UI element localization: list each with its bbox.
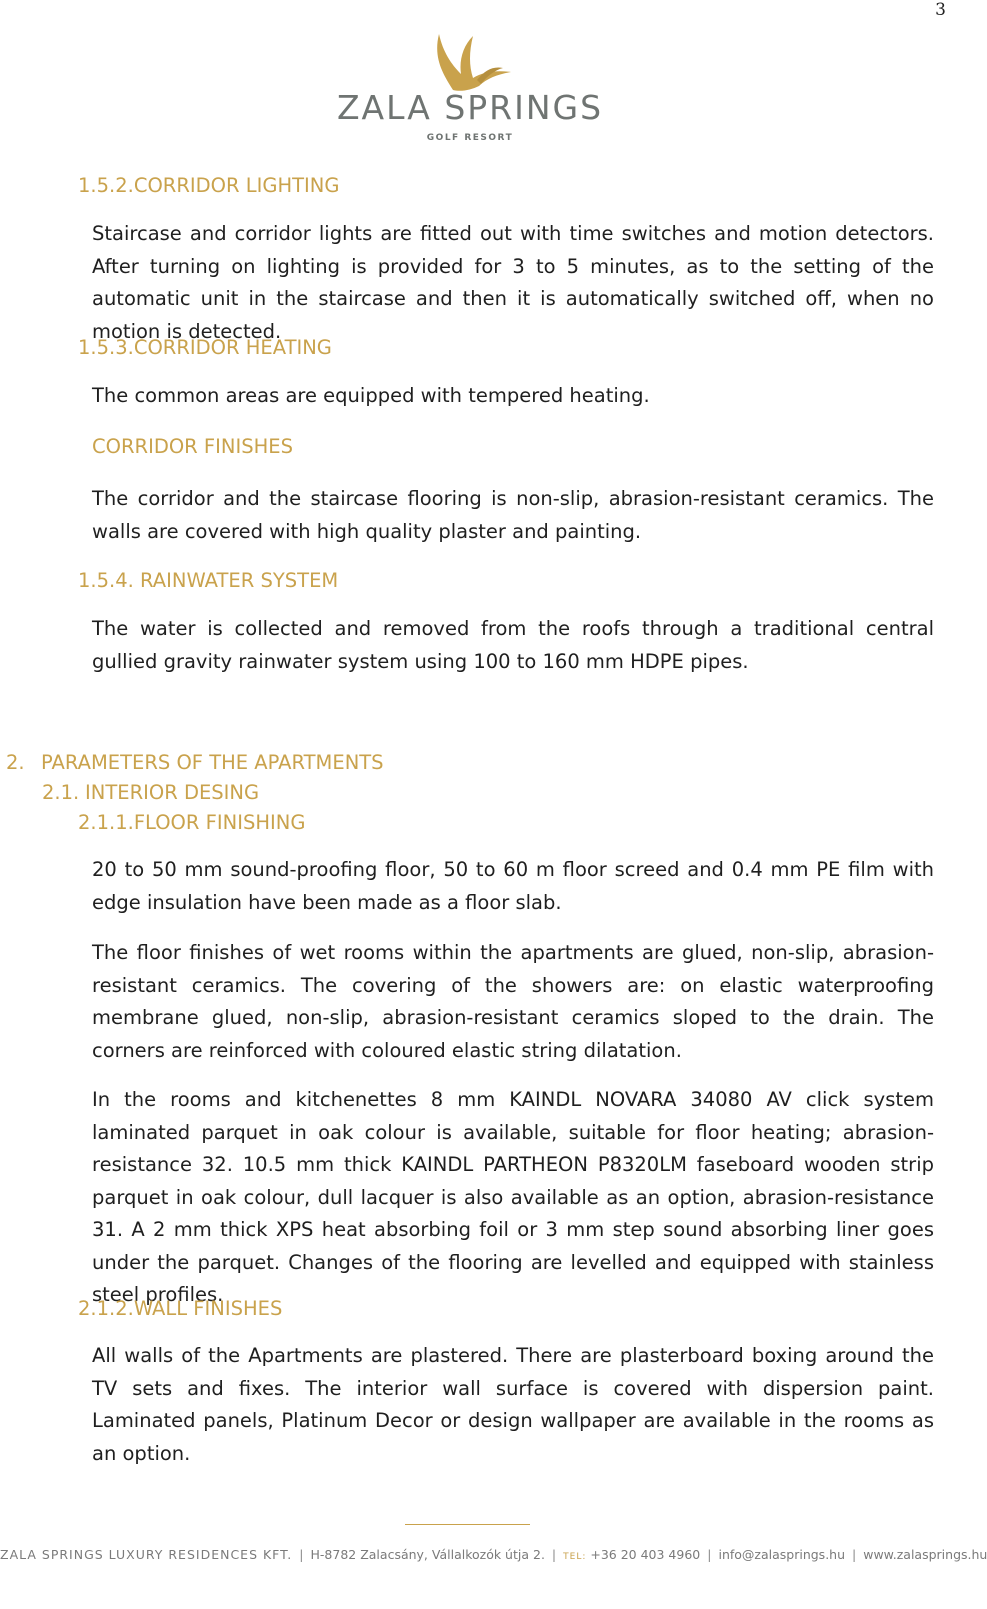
paragraph-wet-rooms: The floor finishes of wet rooms within the apartments are glued, non-slip, abrasion-resistant ceramics. The covering of the showers are: on elastic waterproofing membrane glued, non-slip, abrasion-resistant ceramics sloped to the drain. The corners are reinforced with coloured elastic string dilatation.: [92, 941, 934, 1062]
heading-rainwater-system: [78, 569, 338, 592]
paragraph-floor-slab: 20 to 50 mm sound-proofing floor, 50 to 60 m floor screed and 0.4 mm PE film with edge insulation have been made as a floor slab.: [92, 858, 934, 914]
section-number: 2.1.2.: [78, 1297, 134, 1320]
section-title: CORRIDOR LIGHTING: [133, 174, 340, 197]
footer-address: H-8782 Zalacsány, Vállalkozók útja 2.: [310, 1547, 545, 1562]
paragraph-rainwater-system: The water is collected and removed from the roofs through a traditional central gullied gravity rainwater system using 100 to 160 mm HDPE pipes.: [92, 617, 934, 673]
logo-wordmark: ZALA SPRINGS: [336, 88, 604, 127]
logo-subtitle: GOLF RESORT: [426, 133, 514, 143]
section-number: 2.1.1.: [78, 811, 134, 834]
heading-interior-design: [42, 781, 259, 804]
heading-corridor-heating: [78, 336, 332, 359]
heading-floor-finishing: [78, 811, 305, 834]
footer-email-link[interactable]: info@zalasprings.hu: [718, 1547, 846, 1562]
footer-tel-label: TEL:: [563, 1552, 587, 1562]
section-number: 1.5.2.: [78, 174, 134, 197]
paragraph-corridor-lighting: Staircase and corridor lights are fitted out with time switches and motion detectors. After turning on lighting is provided for 3 to 5 minutes, as to the setting of the automatic unit in the staircase and then it is automatically switched off, when no motion is detected.: [92, 222, 934, 343]
section-number: 2.: [6, 751, 25, 774]
footer-separator: |: [852, 1547, 857, 1562]
section-title: RAINWATER SYSTEM: [140, 569, 339, 592]
paragraph-wall-finishes: All walls of the Apartments are plastered. There are plasterboard boxing around the TV sets and fixes. The interior wall surface is covered with dispersion paint. Laminated panels, Platinum Decor or design wallpaper are available in the rooms as an option.: [92, 1344, 934, 1465]
footer-separator: |: [299, 1547, 304, 1562]
section-title: WALL FINISHES: [133, 1297, 283, 1320]
heading-corridor-lighting: [78, 174, 340, 197]
footer-website-link[interactable]: www.zalasprings.hu: [863, 1547, 987, 1562]
page-number: 3: [935, 0, 946, 20]
heading-wall-finishes: [78, 1297, 282, 1320]
paragraph-corridor-finishes: The corridor and the staircase flooring is non-slip, abrasion-resistant ceramics. The walls are covered with high quality plaster and painting.: [92, 487, 934, 543]
zala-springs-logo: [335, 30, 605, 146]
section-number: 1.5.4.: [78, 569, 134, 592]
section-title: CORRIDOR HEATING: [133, 336, 332, 359]
section-number: 2.1.: [42, 781, 80, 804]
section-title: INTERIOR DESING: [85, 781, 260, 804]
footer-separator: |: [707, 1547, 712, 1562]
paragraph-parquet: In the rooms and kitchenettes 8 mm KAINDL NOVARA 34080 AV click system laminated parquet in oak colour is available, suitable for floor heating; abrasion-resistance 32. 10.5 mm thick KAINDL PARTHEON P8320LM faseboard wooden strip parquet in oak colour, dull lacquer is also available as an option, abrasion-resistance 31. A 2 mm thick XPS heat absorbing foil or 3 mm step sound absorbing liner goes under the parquet. Changes of the flooring are levelled and equipped with stainless steel profiles.: [92, 1088, 934, 1306]
paragraph-corridor-heating: The common areas are equipped with tempered heating.: [92, 384, 650, 407]
footer-phone: +36 20 403 4960: [590, 1547, 701, 1562]
heading-parameters-apartments: [6, 751, 384, 774]
footer-divider: [405, 1524, 530, 1525]
bird-logo-icon: [335, 30, 605, 92]
footer: [0, 1547, 987, 1562]
heading-corridor-finishes: CORRIDOR FINISHES: [92, 435, 293, 458]
section-number: 1.5.3.: [78, 336, 134, 359]
footer-company: ZALA SPRINGS LUXURY RESIDENCES KFT.: [0, 1547, 293, 1562]
footer-separator: |: [551, 1547, 557, 1562]
section-title: PARAMETERS OF THE APARTMENTS: [41, 751, 384, 774]
section-title: FLOOR FINISHING: [133, 811, 306, 834]
